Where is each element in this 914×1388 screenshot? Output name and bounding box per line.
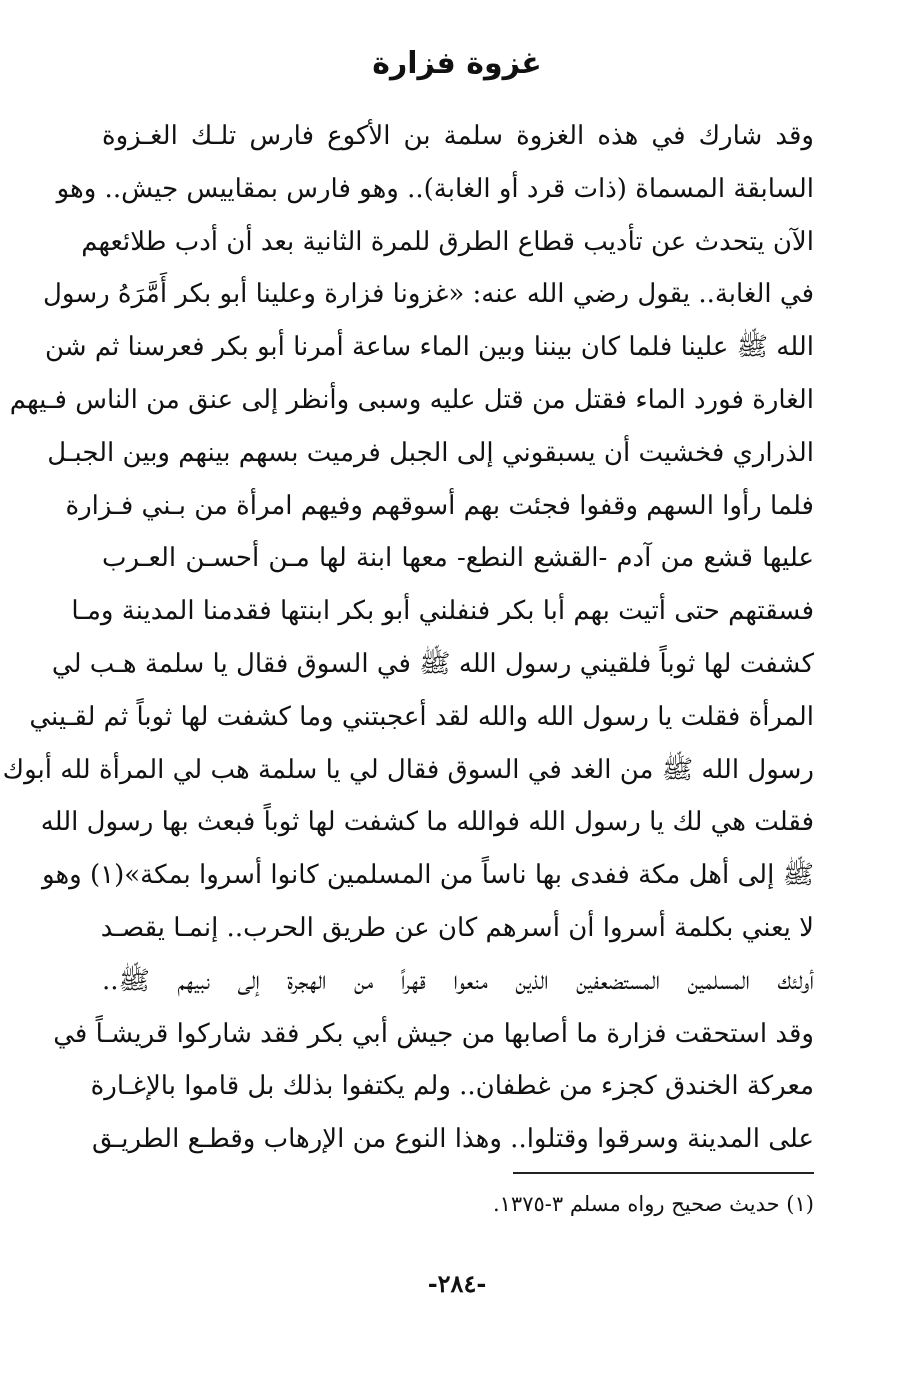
text-line: الله ﷺ علينا فلما كان بيننا وبين الماء ساعة أمرنا أبو بكر فعرسنا ثم شن [44,332,814,363]
text-line: أولئك المسلمين المستضعفين الذين منعوا قهراً من الهجرة إلى نبيهم ﷺ.. [102,965,814,996]
text-line: وقد استحقت فزارة ما أصابها من جيش أبي بكر فقد شاركوا قريشـاً في [53,1018,814,1049]
text-line: رسول الله ﷺ من الغد في السوق فقال لي يا سلمة هب لي المرأة لله أبوك [2,754,814,785]
text-line: فلما رأوا السهم وقفوا فجئت بهم أسوقهم وفيهم امرأة من بـني فـزارة [65,490,814,521]
text-line: وقد شارك في هذه الغزوة سلمة بن الأكوع فارس تلـك الغـزوة [102,121,814,151]
footnote: (١) حديث صحيح رواه مسلم ٣-١٣٧٥. [492,1192,814,1216]
text-line: عليها قشع من آدم -القشع النطع- معها ابنة لها مـن أحسـن العـرب [102,543,814,574]
text-line: الآن يتحدث عن تأديب قطاع الطرق للمرة الثانية بعد أن أدب طلائعهم [81,226,814,257]
text-line: الغارة فورد الماء فقتل من قتل عليه وسبى وأنظر إلى عنق من الناس فـيهم [9,384,814,415]
text-line: على المدينة وسرقوا وقتلوا.. وهذا النوع من الإرهاب وقطـع الطريـق [91,1124,814,1155]
text-line: كشفت لها ثوباً فلقيني رسول الله ﷺ في السوق فقال يا سلمة هـب لي [51,648,814,679]
text-line: في الغابة.. يقول رضي الله عنه: «غزونا فزارة وعلينا أبو بكر أَمَّرَهُ رسول [43,279,814,310]
footnote-divider [513,1172,814,1174]
text-line: فقلت هي لك يا رسول الله فوالله ما كشفت لها ثوباً فبعث بها رسول الله [40,807,814,838]
body-text [2,110,814,1166]
text-line: ﷺ إلى أهل مكة ففدى بها ناساً من المسلمين كانوا أسروا بمكة»(١) وهو [42,860,814,891]
page-number: -٢٨٤- [427,1269,487,1298]
text-line: معركة الخندق كجزء من غطفان.. ولم يكتفوا بذلك بل قاموا بالإغـارة [90,1071,814,1102]
text-line: السابقة المسماة (ذات قرد أو الغابة).. وهو فارس بمقاييس جيش.. وهو [56,173,814,204]
text-line: فسقتهم حتى أتيت بهم أبا بكر فنفلني أبو بكر ابنتها فقدمنا المدينة ومـا [71,596,814,627]
chapter-title: غزوة فزارة [372,46,542,81]
text-line: لا يعني بكلمة أسروا أن أسرهم كان عن طريق الحرب.. إنمـا يقصـد [100,912,814,943]
text-line: المرأة فقلت يا رسول الله والله لقد أعجبتني وما كشفت لها ثوباً ثم لقـيني [29,701,814,732]
text-line: الذراري فخشيت أن يسبقوني إلى الجبل فرميت بسهم بينهم وبين الجبـل [47,437,814,468]
